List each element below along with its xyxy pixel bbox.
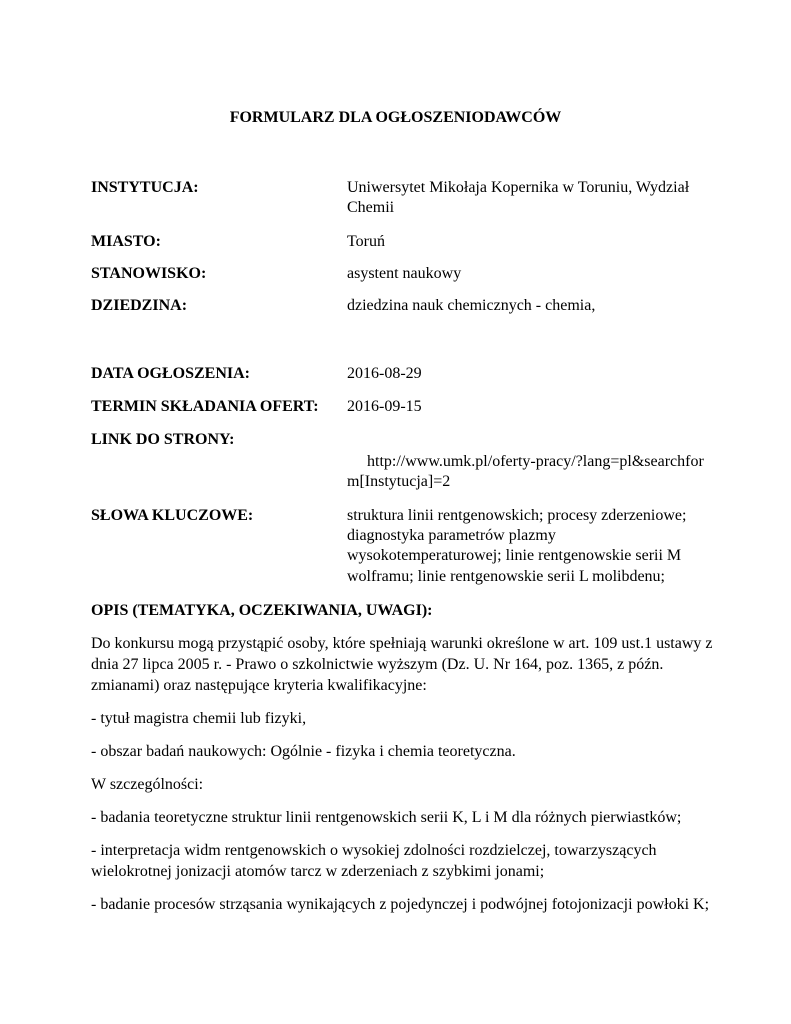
position-value: asystent naukowy bbox=[347, 265, 462, 282]
description-heading: OPIS (TEMATYKA, OCZEKIWANIA, UWAGI): bbox=[91, 602, 433, 619]
institution-value-line1: Uniwersytet Mikołaja Kopernika w Toruniu, Wydział bbox=[347, 179, 690, 196]
city-value: Toruń bbox=[347, 233, 385, 250]
announcement-date-label: DATA OGŁOSZENIA: bbox=[91, 365, 250, 382]
field-label: DZIEDZINA: bbox=[91, 297, 188, 314]
keywords-line: wysokotemperaturowej; linie rentgenowskie serii M bbox=[347, 547, 682, 564]
description-intro-line: zmianami) oraz następujące kryteria kwalifikacyjne: bbox=[91, 677, 427, 694]
detail-item-line: wielokrotnej jonizacji atomów tarcz w zderzeniach z szybkimi jonami; bbox=[91, 863, 545, 880]
institution-label: INSTYTUCJA: bbox=[91, 179, 199, 196]
link-label: LINK DO STRONY: bbox=[91, 431, 235, 448]
keywords-line: diagnostyka parametrów plazmy bbox=[347, 527, 556, 544]
detail-item: - badania teoretyczne struktur linii rentgenowskich serii K, L i M dla różnych pierwiastków; bbox=[91, 809, 682, 826]
description-intro-line: Do konkursu mogą przystąpić osoby, które spełniają warunki określone w art. 109 ust.1 ustawy z bbox=[91, 635, 713, 652]
form-title: FORMULARZ DLA OGŁOSZENIODAWCÓW bbox=[229, 109, 562, 126]
details-heading: W szczególności: bbox=[91, 776, 204, 793]
position-label: STANOWISKO: bbox=[91, 265, 207, 282]
announcement-date-value: 2016-08-29 bbox=[347, 365, 422, 382]
qualification-item: - obszar badań naukowych: Ogólnie - fizyka i chemia teoretyczna. bbox=[91, 743, 516, 760]
qualification-item: - tytuł magistra chemii lub fizyki, bbox=[91, 710, 307, 727]
keywords-line: wolframu; linie rentgenowskie serii L molibdenu; bbox=[347, 568, 665, 585]
link-value-line1[interactable]: http://www.umk.pl/oferty-pracy/?lang=pl&searchfor bbox=[367, 453, 704, 470]
field-value: dziedzina nauk chemicznych - chemia, bbox=[347, 297, 596, 314]
deadline-value: 2016-09-15 bbox=[347, 398, 422, 415]
city-label: MIASTO: bbox=[91, 233, 161, 250]
keywords-line: struktura linii rentgenowskich; procesy zderzeniowe; bbox=[347, 507, 687, 524]
link-value-line2[interactable]: m[Instytucja]=2 bbox=[347, 473, 451, 490]
deadline-label: TERMIN SKŁADANIA OFERT: bbox=[91, 398, 319, 415]
description-intro-line: dnia 27 lipca 2005 r. - Prawo o szkolnictwie wyższym (Dz. U. Nr 164, poz. 1365, z późn. bbox=[91, 656, 664, 673]
institution-value-line2: Chemii bbox=[347, 199, 395, 216]
detail-item: - badanie procesów strząsania wynikających z pojedynczej i podwójnej fotojonizacji powłoki K; bbox=[91, 896, 710, 913]
detail-item-line: - interpretacja widm rentgenowskich o wysokiej zdolności rozdzielczej, towarzyszących bbox=[91, 842, 657, 859]
keywords-label: SŁOWA KLUCZOWE: bbox=[91, 507, 254, 524]
